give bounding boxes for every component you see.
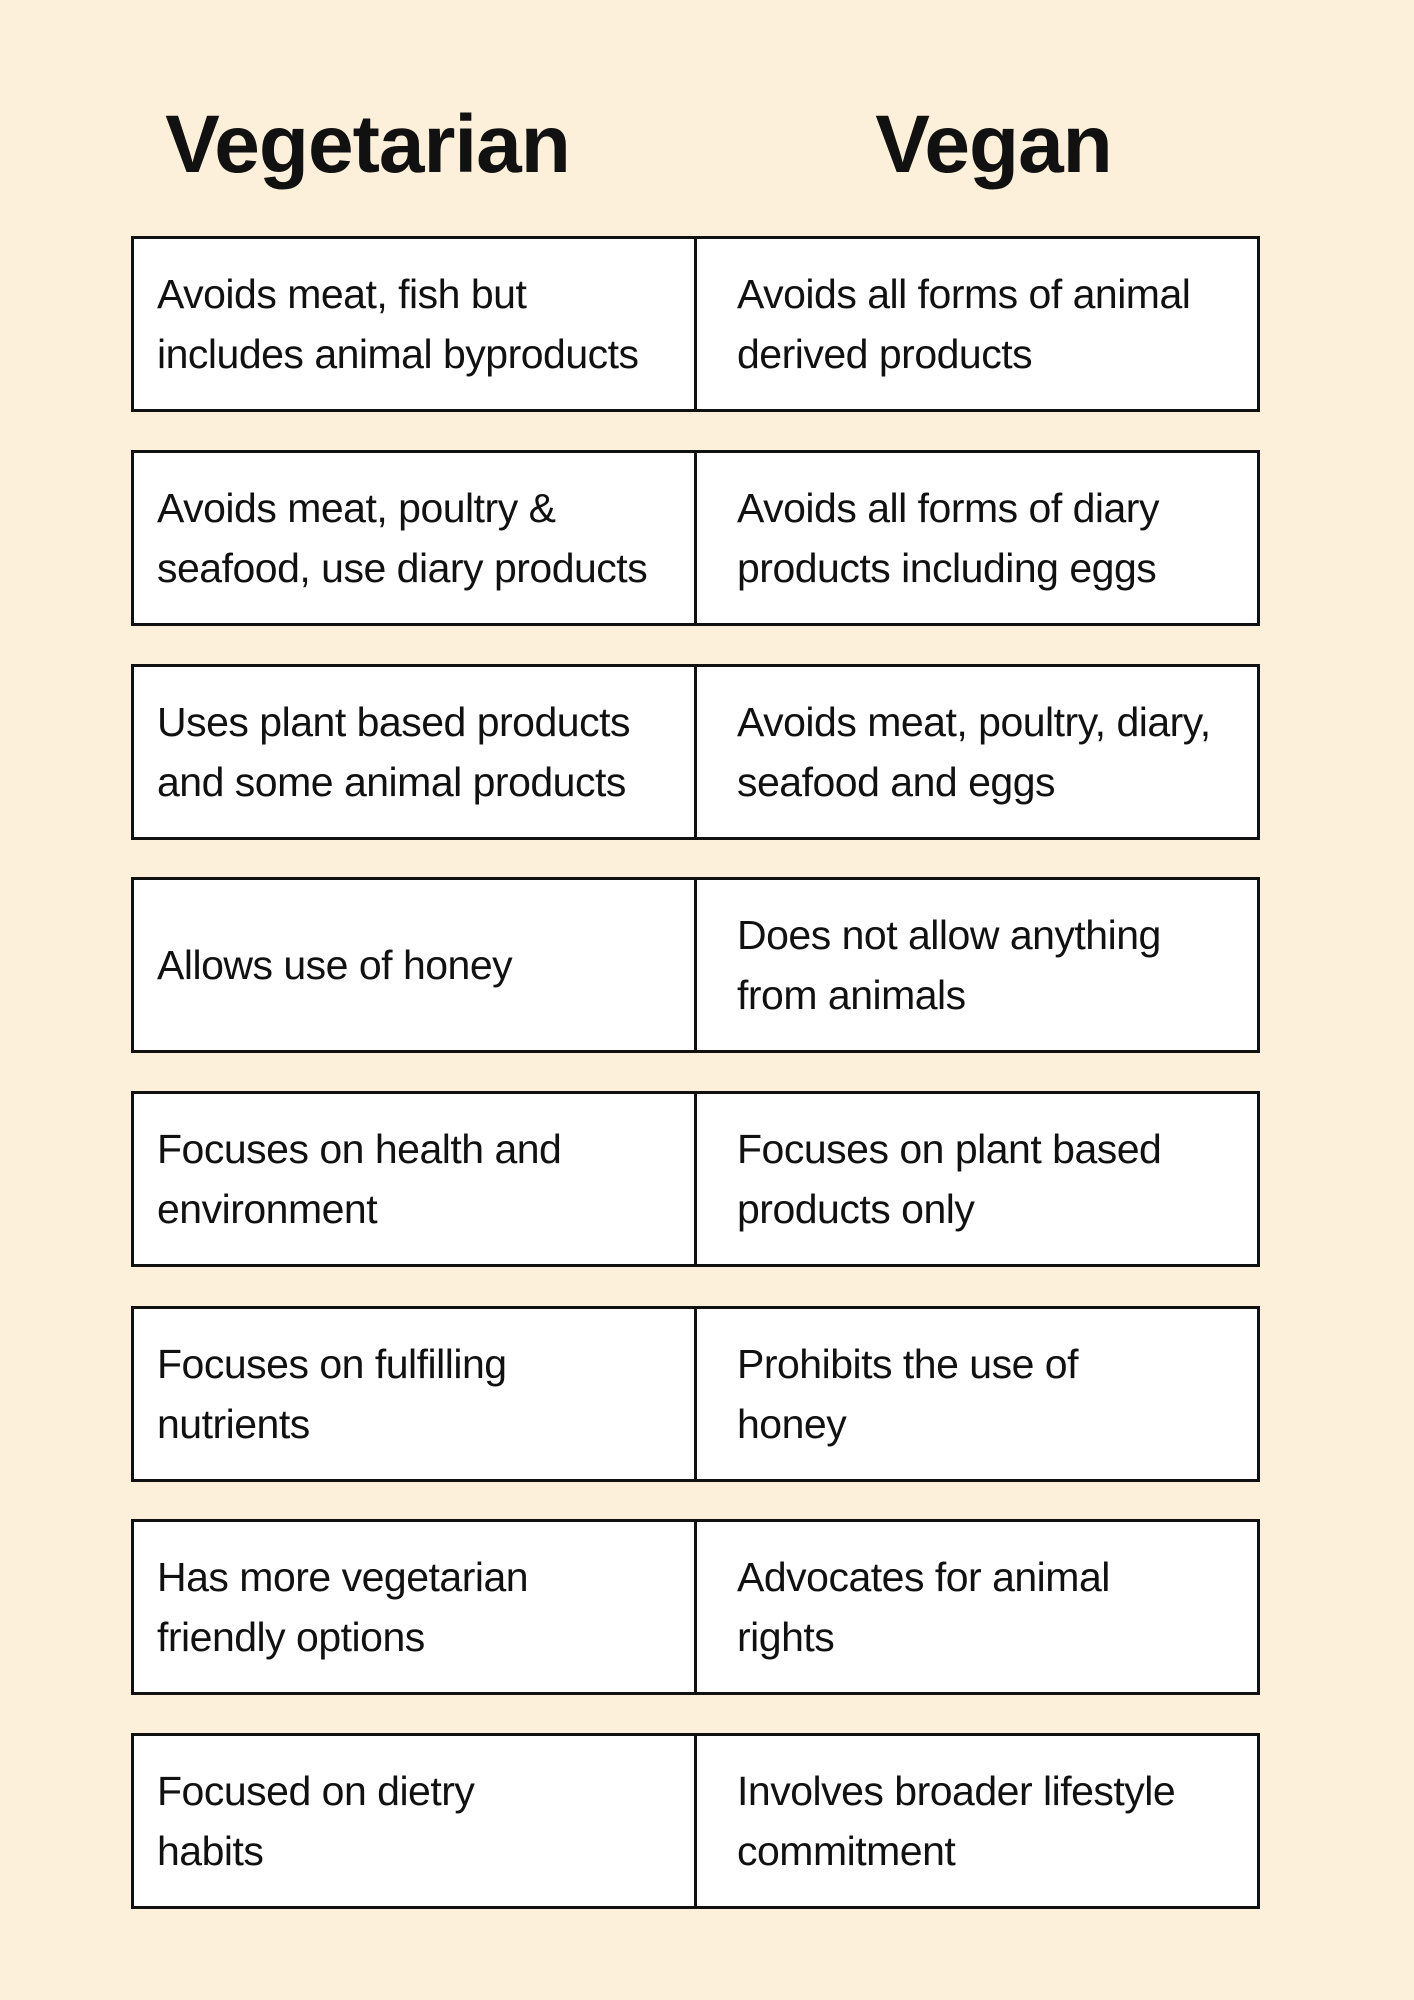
vegan-text: Prohibits the use of honey [737,1341,1078,1447]
table-row [131,450,1260,626]
vegan-cell [694,664,1260,840]
vegan-text: Avoids meat, poultry, diary, seafood and eggs [737,699,1211,805]
vegan-cell [694,450,1260,626]
vegan-text: Does not allow anything from animals [737,912,1161,1018]
vegan-text: Focuses on plant based products only [737,1126,1162,1232]
vegetarian-cell [131,1733,697,1909]
vegan-cell [694,1519,1260,1695]
vegetarian-text: Allows use of honey [157,942,513,988]
vegan-cell [694,1091,1260,1267]
vegetarian-cell [131,664,697,840]
table-row [131,1519,1260,1695]
table-row [131,877,1260,1053]
vegan-text: Avoids all forms of animal derived products [737,271,1191,377]
vegan-text: Advocates for animal rights [737,1554,1110,1660]
vegetarian-heading: Vegetarian [165,99,570,190]
vegan-cell [694,877,1260,1053]
table-row [131,1733,1260,1909]
vegetarian-text: Has more vegetarian friendly options [157,1554,529,1660]
vegan-cell [694,236,1260,412]
vegetarian-text: Avoids meat, fish but includes animal byproducts [157,271,639,377]
vegetarian-cell [131,1091,697,1267]
vegetarian-text: Avoids meat, poultry & seafood, use diary products [157,485,648,591]
vegetarian-cell [131,1306,697,1482]
vegetarian-cell [131,1519,697,1695]
vegetarian-text: Focused on dietry habits [157,1768,475,1874]
table-row [131,236,1260,412]
vegetarian-cell [131,877,697,1053]
vegetarian-text: Focuses on fulfilling nutrients [157,1341,507,1447]
vegetarian-text: Focuses on health and environment [157,1126,562,1232]
vegetarian-cell [131,450,697,626]
table-row [131,1306,1260,1482]
vegan-cell [694,1733,1260,1909]
vegetarian-text: Uses plant based products and some animal products [157,699,630,805]
vegan-cell [694,1306,1260,1482]
vegan-text: Involves broader lifestyle commitment [737,1768,1176,1874]
table-row [131,664,1260,840]
vegan-heading: Vegan [875,99,1112,190]
vegetarian-cell [131,236,697,412]
vegan-text: Avoids all forms of diary products including eggs [737,485,1159,591]
table-row [131,1091,1260,1267]
